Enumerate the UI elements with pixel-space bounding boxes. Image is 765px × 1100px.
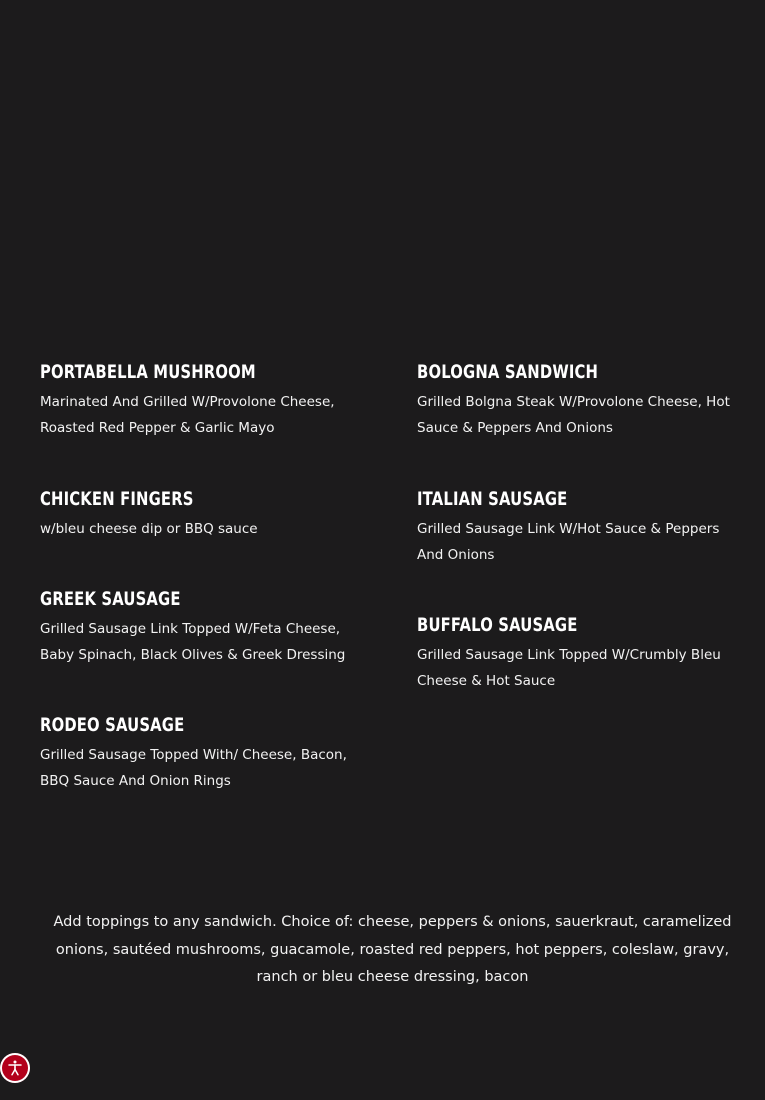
item-title: CHICKEN FINGERS	[40, 488, 194, 510]
item-description: w/bleu cheese dip or BBQ sauce	[40, 521, 258, 537]
item-description: Grilled Sausage Link Topped W/Crumbly Bleu Cheese & Hot Sauce	[417, 647, 721, 689]
toppings-note: Add toppings to any sandwich. Choice of: cheese, peppers & onions, sauerkraut, caramelized onions, sautéed mushrooms, guacamole, roasted red peppers, hot peppers, coleslaw, gravy, ranch or bleu cheese dressing, bacon	[53, 914, 732, 985]
item-description: Grilled Sausage Link W/Hot Sauce & Peppers And Onions	[417, 521, 720, 563]
item-title: GREEK SAUSAGE	[40, 588, 181, 610]
menu-item-rodeo-sausage	[40, 713, 370, 794]
item-description: Grilled Sausage Link Topped W/Feta Cheese, Baby Spinach, Black Olives & Greek Dressing	[40, 621, 346, 663]
menu-item-greek-sausage	[40, 587, 370, 668]
menu-item-buffalo-sausage	[417, 613, 747, 694]
accessibility-icon	[6, 1059, 24, 1077]
item-title: BOLOGNA SANDWICH	[417, 361, 599, 383]
item-title: PORTABELLA MUSHROOM	[40, 361, 256, 383]
item-title: BUFFALO SAUSAGE	[417, 614, 578, 636]
item-description: Grilled Bolgna Steak W/Provolone Cheese, Hot Sauce & Peppers And Onions	[417, 394, 730, 436]
item-title: ITALIAN SAUSAGE	[417, 488, 568, 510]
item-description: Marinated And Grilled W/Provolone Cheese, Roasted Red Pepper & Garlic Mayo	[40, 394, 335, 436]
item-title: RODEO SAUSAGE	[40, 714, 185, 736]
menu-item-chicken-fingers	[40, 487, 370, 542]
item-description: Grilled Sausage Topped With/ Cheese, Bacon, BBQ Sauce And Onion Rings	[40, 747, 347, 789]
menu-item-portabella-mushroom	[40, 360, 370, 441]
menu-item-bologna-sandwich	[417, 360, 747, 441]
menu-item-italian-sausage	[417, 487, 747, 568]
accessibility-button[interactable]	[0, 1053, 30, 1083]
